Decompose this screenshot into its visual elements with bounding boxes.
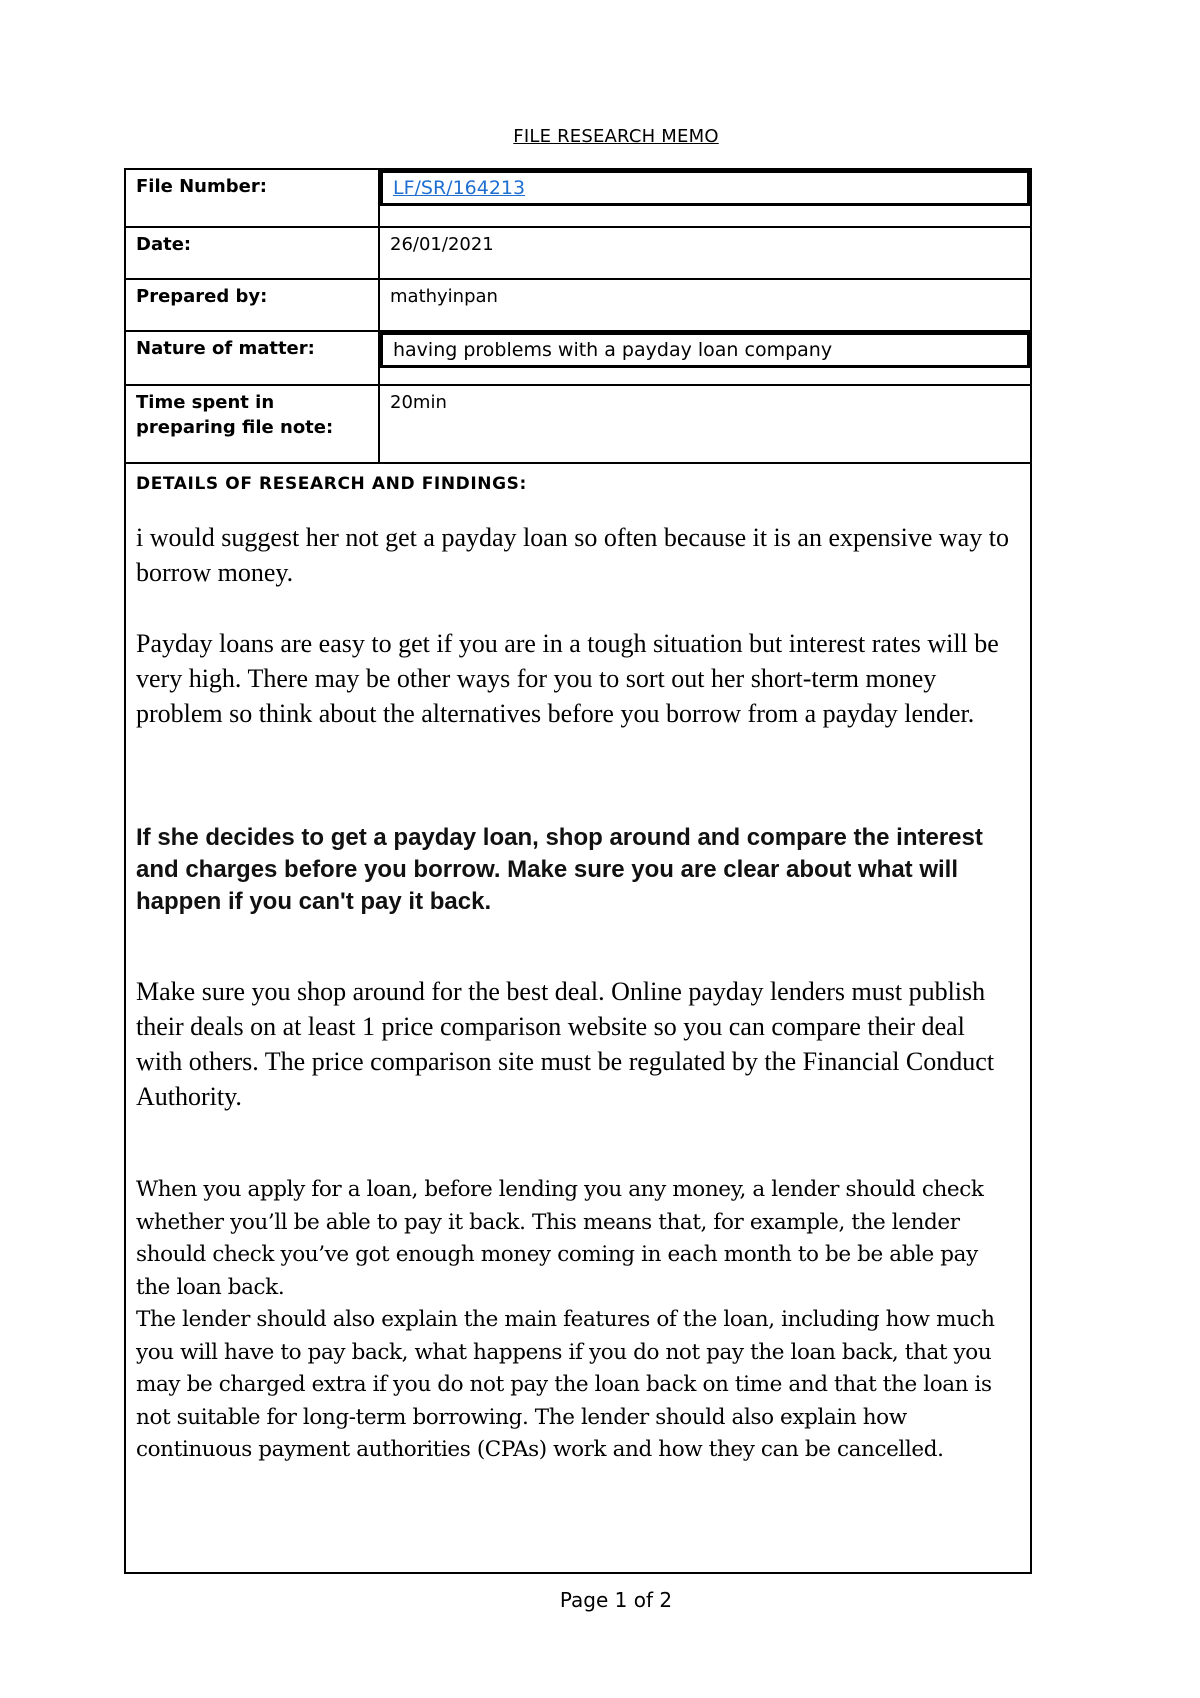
file-number-cell bbox=[379, 169, 1031, 227]
paragraph-1: i would suggest her not get a payday loan so often because it is an expensive way to borrow money. bbox=[136, 523, 1009, 587]
details-heading: DETAILS OF RESEARCH AND FINDINGS: bbox=[136, 474, 527, 494]
file-number-label: File Number: bbox=[125, 169, 379, 227]
nature-of-matter-label: Nature of matter: bbox=[125, 331, 379, 385]
time-spent-label: Time spent in preparing file note: bbox=[125, 385, 379, 463]
paragraph-2: Payday loans are easy to get if you are in a tough situation but interest rates will be very high. There may be other ways for you to sort out her short-term money problem so think about the alternatives before you borrow from a payday lender. bbox=[136, 629, 999, 728]
paragraph-5b: The lender should also explain the main features of the loan, including how much you will have to pay back, what happens if you do not pay the loan back, that you may be charged extra if you do not pay the loan back on time and that the loan is not suitable for long-term borrowing. The lender should also explain how continuous payment authorities (CPAs) work and how they can be cancelled. bbox=[136, 1307, 995, 1462]
prepared-by-value: mathyinpan bbox=[379, 279, 1031, 331]
paragraph-5a: When you apply for a loan, before lending you any money, a lender should check whether you’ll be able to pay it back. This means that, for example, the lender should check you’ve got enough money coming in each month to be be able pay the loan back. bbox=[136, 1177, 984, 1300]
nature-of-matter-row bbox=[125, 331, 1031, 385]
time-spent-value: 20min bbox=[379, 385, 1031, 463]
research-details-box bbox=[124, 444, 1032, 1574]
paragraph-4: Make sure you shop around for the best deal. Online payday lenders must publish their deals on at least 1 price comparison website so you can compare their deal with others. The price comparison site must be regulated by the Financial Conduct Authority. bbox=[136, 977, 995, 1111]
prepared-by-label: Prepared by: bbox=[125, 279, 379, 331]
date-label: Date: bbox=[125, 227, 379, 279]
file-number-box bbox=[380, 170, 1030, 206]
nature-of-matter-value: having problems with a payday loan company bbox=[380, 332, 1030, 368]
file-number-row bbox=[125, 169, 1031, 227]
date-row bbox=[125, 227, 1031, 279]
date-value: 26/01/2021 bbox=[379, 227, 1031, 279]
memo-title: FILE RESEARCH MEMO bbox=[513, 126, 719, 147]
paragraph-3: If she decides to get a payday loan, shop around and compare the interest and charges before you borrow. Make sure you are clear about what will happen if you can't pay it back. bbox=[136, 824, 983, 915]
prepared-by-row bbox=[125, 279, 1031, 331]
nature-of-matter-cell bbox=[379, 331, 1031, 385]
page-number: Page 1 of 2 bbox=[559, 1588, 673, 1612]
paragraph-5 bbox=[136, 1174, 1016, 1467]
memo-header-table bbox=[124, 168, 1032, 464]
file-number-link[interactable]: LF/SR/164213 bbox=[393, 177, 526, 199]
